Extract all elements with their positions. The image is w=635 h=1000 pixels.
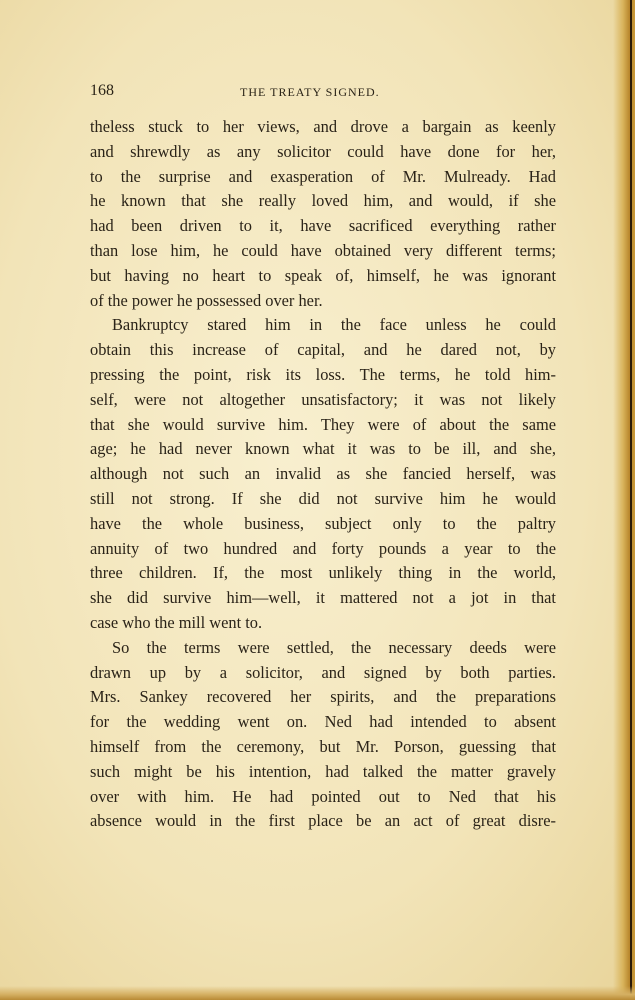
page-edge-line xyxy=(630,0,632,1000)
page-bottom-edge xyxy=(0,986,635,1000)
text-line: himself from the ceremony, but Mr. Porson, guessing that xyxy=(90,736,556,756)
text-line: Mrs. Sankey recovered her spirits, and the preparations xyxy=(90,687,556,707)
text-line: although not such an invalid as she fancied herself, was xyxy=(90,464,556,484)
paragraph xyxy=(90,636,556,834)
text-line: obtain this increase of capital, and he dared not, by xyxy=(90,340,556,360)
paragraph xyxy=(90,115,556,313)
text-line: absence would in the first place be an act of great disre- xyxy=(90,811,556,831)
page-number: 168 xyxy=(90,82,114,99)
text-line: pressing the point, risk its loss. The terms, he told him- xyxy=(90,364,556,384)
running-head: THE TREATY SIGNED. xyxy=(240,85,380,99)
text-line: So the terms were settled, the necessary deeds were xyxy=(112,637,556,657)
text-line: Bankruptcy stared him in the face unless he could xyxy=(112,315,556,335)
text-line: theless stuck to her views, and drove a bargain as keenly xyxy=(90,117,556,136)
text-line: drawn up by a solicitor, and signed by both parties. xyxy=(90,662,556,682)
text-line: age; he had never known what it was to be ill, and she, xyxy=(90,439,556,459)
text-line: over with him. He had pointed out to Ned that his xyxy=(90,786,556,806)
text-line: for the wedding went on. Ned had intended to absent xyxy=(90,712,556,732)
text-line: he known that she really loved him, and would, if she xyxy=(90,191,556,211)
text-line: annuity of two hundred and forty pounds a year to the xyxy=(90,538,556,558)
text-line: but having no heart to speak of, himself, he was ignorant xyxy=(90,265,556,285)
text-line: still not strong. If she did not survive him he would xyxy=(90,488,556,508)
body-text xyxy=(90,115,556,834)
text-line: self, were not altogether unsatisfactory; it was not likely xyxy=(90,389,556,409)
text-line: to the surprise and exasperation of Mr. Mulready. Had xyxy=(90,166,556,186)
text-line: had been driven to it, have sacrificed everything rather xyxy=(90,216,556,236)
text-line: have the whole business, subject only to the paltry xyxy=(90,513,556,533)
text-line: case who the mill went to. xyxy=(90,612,263,632)
text-line: that she would survive him. They were of about the same xyxy=(90,414,556,434)
page-header xyxy=(90,82,556,104)
text-line: and shrewdly as any solicitor could have done for her, xyxy=(90,141,556,161)
text-line: such might be his intention, had talked the matter gravely xyxy=(90,761,556,781)
text-line: than lose him, he could have obtained very different terms; xyxy=(90,240,556,260)
paragraph xyxy=(90,313,556,635)
text-line: of the power he possessed over her. xyxy=(90,290,323,310)
text-line: she did survive him—well, it mattered not a jot in that xyxy=(90,588,556,608)
text-line: three children. If, the most unlikely thing in the world, xyxy=(90,563,556,583)
